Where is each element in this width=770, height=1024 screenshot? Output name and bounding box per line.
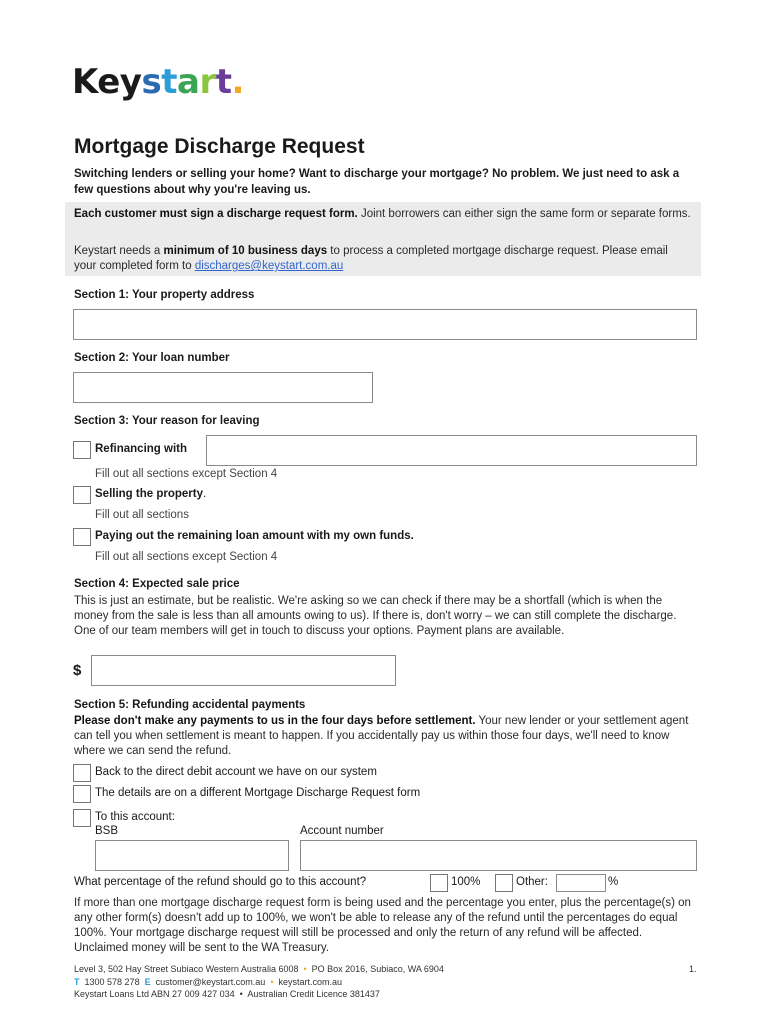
logo-part-key: Key [72, 62, 142, 102]
notice-line-2-bold: minimum of 10 business days [163, 245, 328, 257]
refund-this-account-label: To this account: [95, 811, 175, 823]
notice-line-1-bold: Each customer must sign a discharge request form. [74, 208, 358, 220]
own-funds-label: Paying out the remaining loan amount with my own funds. [95, 530, 414, 542]
refinancing-hint: Fill out all sections except Section 4 [95, 468, 278, 480]
notice-box [65, 202, 701, 276]
footer-email-label: E [144, 977, 151, 987]
selling-label-bold: Selling the property [95, 488, 203, 500]
refinancing-label: Refinancing with [95, 443, 187, 455]
pct-100-checkbox[interactable] [430, 874, 448, 892]
footer-po-box: PO Box 2016, Subiaco, WA 6904 [311, 964, 444, 974]
section4-label: Section 4: Expected sale price [74, 578, 240, 590]
notice-line-1 [74, 207, 692, 222]
footer-line-2 [74, 977, 342, 987]
section5-label: Section 5: Refunding accidental payments [74, 699, 306, 711]
footer-address: Level 3, 502 Hay Street Subiaco Western Australia 6008 [74, 964, 299, 974]
page-number: 1. [689, 964, 697, 974]
discharges-email-link[interactable]: discharges@keystart.com.au [194, 260, 344, 272]
bsb-label: BSB [95, 825, 119, 837]
account-number-input[interactable] [300, 840, 697, 871]
currency-symbol: $ [73, 662, 82, 679]
footer-bullet-3: • [239, 989, 243, 999]
refund-closing-text: If more than one mortgage discharge request form is being used and the percentage you enter, plus the percentage(s) on any other form(s) doesn't add up to 100%, we won't be able to release any of the refund until the percentages do equal 100%. Your mortgage discharge request will still be processed and only the return of any refund will be affected. Unclaimed money will be sent to the WA Treasury. [74, 897, 691, 954]
refund-this-account-checkbox[interactable] [73, 809, 91, 827]
refund-direct-debit-checkbox[interactable] [73, 764, 91, 782]
logo-part-t: t [161, 62, 177, 102]
section5-text [74, 714, 699, 759]
selling-label-suffix: . [203, 488, 207, 500]
logo-part-t2: t [215, 62, 232, 102]
section5-rest: Your new lender or your settlement agent can tell you when settlement is meant to happen. If you accidentally pay us within those four days, we'll need to know where we can send the refund. [74, 715, 689, 757]
refund-other-form-checkbox[interactable] [73, 785, 91, 803]
logo-part-dot: . [231, 62, 244, 102]
notice-line-2-post: to process a completed mortgage discharge request. Please email your completed form to [74, 245, 668, 272]
section4-text: This is just an estimate, but be realistic. We're asking so we can check if there may be a shortfall (which is when the money from the sale is less than all amounts owing to us). If there is, don't worry – we can still complete the discharge. One of our team members will get in touch to discuss your options. Payment plans are available. [74, 595, 677, 637]
footer-line-1 [74, 964, 444, 974]
selling-label [95, 488, 206, 500]
pct-sign: % [608, 876, 619, 888]
refund-other-form-label: The details are on a different Mortgage Discharge Request form [95, 787, 421, 799]
section1-label: Section 1: Your property address [74, 289, 255, 301]
notice-line-1-rest: Joint borrowers can either sign the same form or separate forms. [357, 208, 691, 220]
notice-line-2-pre: Keystart needs a [74, 245, 164, 257]
selling-checkbox[interactable] [73, 486, 91, 504]
refinancing-checkbox[interactable] [73, 441, 91, 459]
pct-other-checkbox[interactable] [495, 874, 513, 892]
section5-bold: Please don't make any payments to us in the four days before settlement. [74, 715, 476, 727]
footer-line-3 [74, 989, 380, 999]
footer-abn: Keystart Loans Ltd ABN 27 009 427 034 [74, 989, 235, 999]
footer-phone-label: T [74, 977, 80, 987]
logo-part-s: s [141, 62, 162, 102]
refund-percentage-question: What percentage of the refund should go to this account? [74, 876, 367, 888]
pct-100-label: 100% [451, 876, 481, 888]
footer-licence: Australian Credit Licence 381437 [247, 989, 380, 999]
pct-other-label: Other: [516, 876, 548, 888]
intro-text: Switching lenders or selling your home? Want to discharge your mortgage? No problem. We just need to ask a few questions about why you're leaving us. [74, 168, 680, 196]
footer-email[interactable]: customer@keystart.com.au [155, 977, 266, 987]
bsb-input[interactable] [95, 840, 289, 871]
logo-part-a: a [177, 62, 200, 102]
sale-price-input[interactable] [91, 655, 396, 686]
own-funds-checkbox[interactable] [73, 528, 91, 546]
footer-bullet-2: • [270, 977, 274, 987]
own-funds-hint: Fill out all sections except Section 4 [95, 551, 278, 563]
section2-label: Section 2: Your loan number [74, 352, 230, 364]
refinancing-lender-input[interactable] [206, 435, 697, 466]
footer-website[interactable]: keystart.com.au [278, 977, 343, 987]
property-address-input[interactable] [73, 309, 697, 340]
footer-bullet-1: • [303, 964, 307, 974]
footer-phone: 1300 578 278 [84, 977, 140, 987]
logo-part-r: r [199, 62, 216, 102]
page-title: Mortgage Discharge Request [74, 135, 365, 158]
account-number-label: Account number [300, 825, 384, 837]
selling-hint: Fill out all sections [95, 509, 189, 521]
keystart-logo [72, 62, 244, 102]
pct-other-input[interactable] [556, 874, 606, 892]
refund-direct-debit-label: Back to the direct debit account we have on our system [95, 766, 377, 778]
loan-number-input[interactable] [73, 372, 373, 403]
notice-line-2 [74, 244, 692, 274]
section3-label: Section 3: Your reason for leaving [74, 415, 260, 427]
